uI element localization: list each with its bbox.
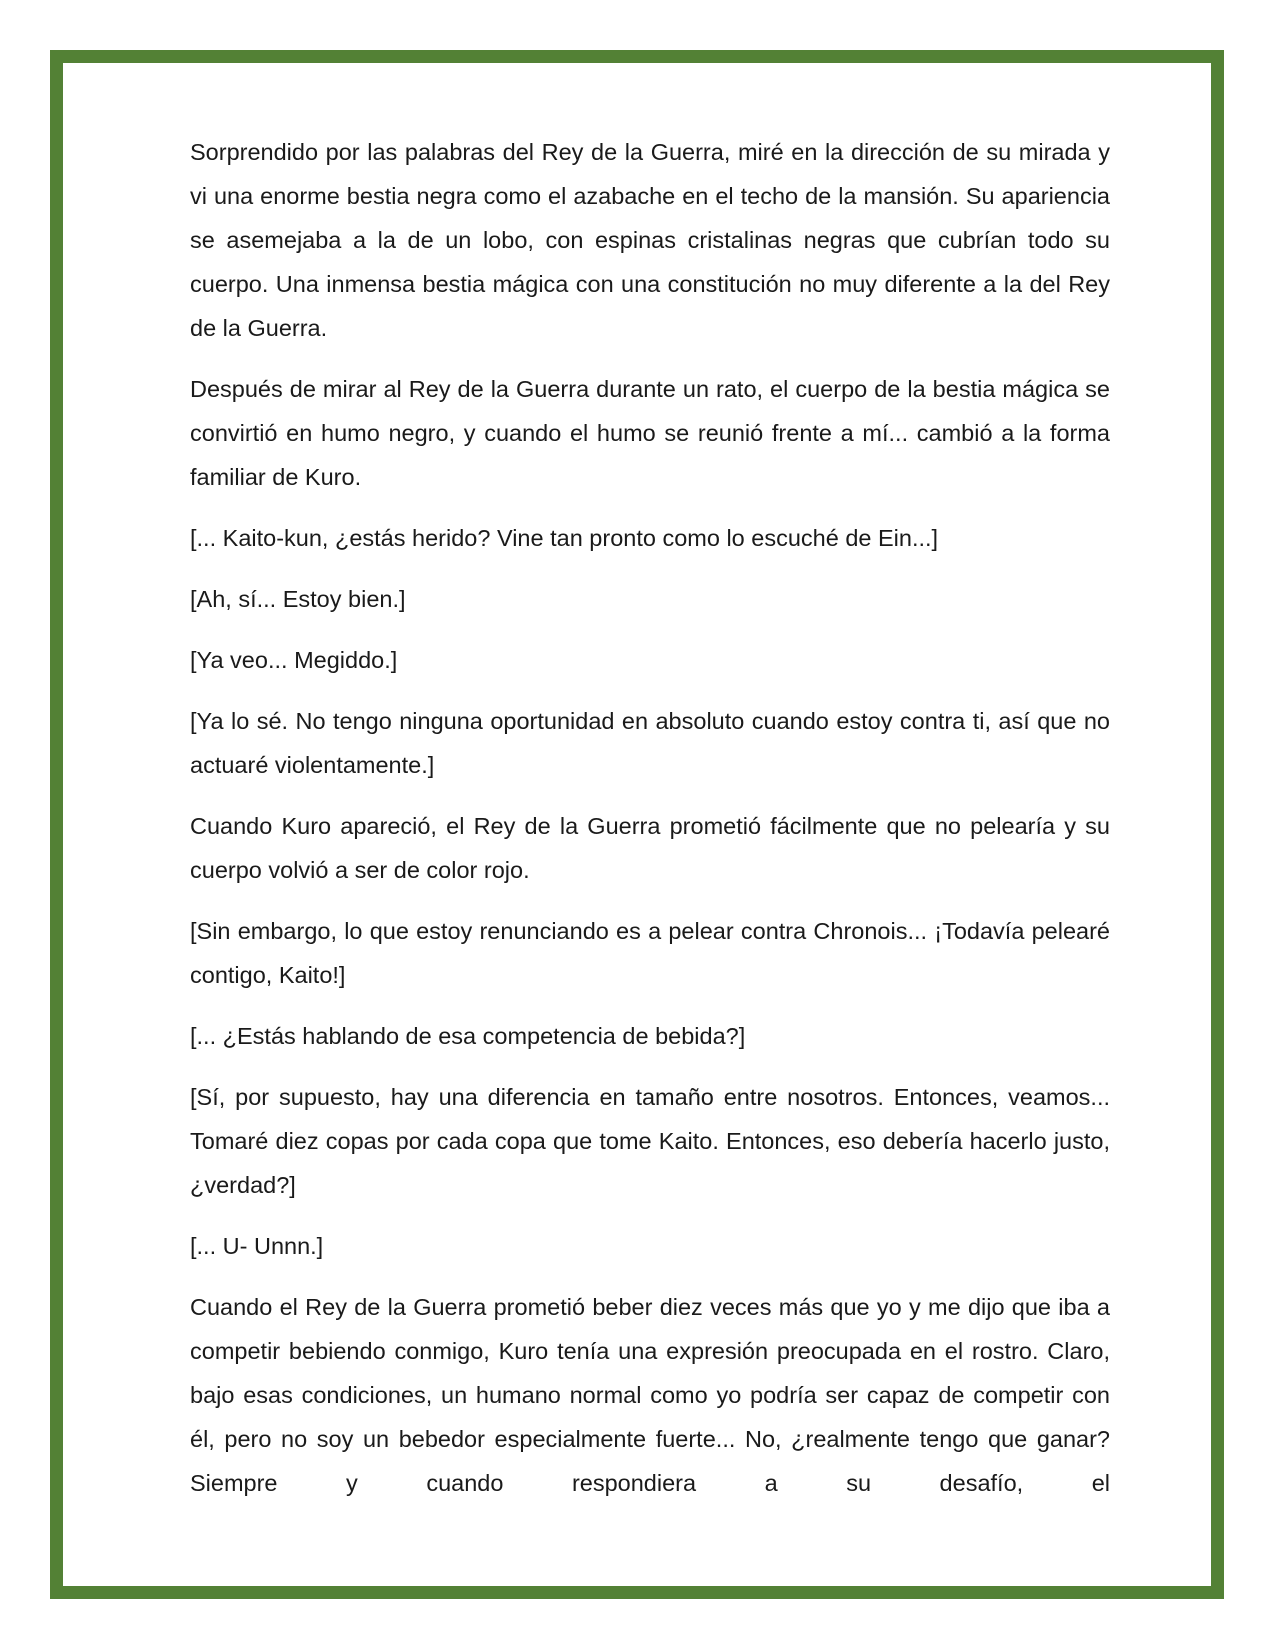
paragraph-narration: Cuando Kuro apareció, el Rey de la Guerra prometió fácilmente que no pelearía y su cuerpo volvió a ser de color rojo.: [190, 813, 1110, 883]
paragraph-2: Después de mirar al Rey de la Guerra durante un rato, el cuerpo de la bestia mágica se convirtió en humo negro, y cuando el humo se reunió frente a mí... cambió a la forma familiar de Kuro.: [190, 376, 1110, 490]
dialogue-line: [Ya lo sé. No tengo ninguna oportunidad en absoluto cuando estoy contra ti, así que no actuaré violentamente.]: [190, 708, 1110, 778]
dialogue-line: [... U- Unnn.]: [190, 1233, 324, 1259]
paragraph-1: Sorprendido por las palabras del Rey de la Guerra, miré en la dirección de su mirada y vi una enorme bestia negra como el azabache en el techo de la mansión. Su apariencia se asemejaba a la de un lobo, con espinas cristalinas negras que cubrían todo su cuerpo. Una inmensa bestia mágica con una constitución no muy diferente a la del Rey de la Guerra.: [190, 139, 1110, 341]
dialogue-line: [Ah, sí... Estoy bien.]: [190, 586, 406, 612]
page-border-frame: [50, 50, 1224, 1599]
dialogue-line: [Ya veo... Megiddo.]: [190, 647, 398, 673]
dialogue-line: [Sí, por supuesto, hay una diferencia en tamaño entre nosotros. Entonces, veamos... Tomaré diez copas por cada copa que tome Kaito. Entonces, eso debería hacerlo justo, ¿verdad?]: [190, 1084, 1110, 1198]
dialogue-line: [... Kaito-kun, ¿estás herido? Vine tan pronto como lo escuché de Ein...]: [190, 525, 939, 551]
paragraph-final: Cuando el Rey de la Guerra prometió beber diez veces más que yo y me dijo que iba a competir bebiendo conmigo, Kuro tenía una expresión preocupada en el rostro. Claro, bajo esas condiciones, un humano normal como yo podría ser capaz de competir con él, pero no soy un bebedor especialmente fuerte... No, ¿realmente tengo que ganar? Siempre y cuando respondiera a su desafío, el: [190, 1294, 1110, 1496]
dialogue-line: [Sin embargo, lo que estoy renunciando es a pelear contra Chronois... ¡Todavía pelearé contigo, Kaito!]: [190, 918, 1110, 988]
dialogue-line: [... ¿Estás hablando de esa competencia de bebida?]: [190, 1023, 746, 1049]
document-body: [190, 130, 1110, 1522]
